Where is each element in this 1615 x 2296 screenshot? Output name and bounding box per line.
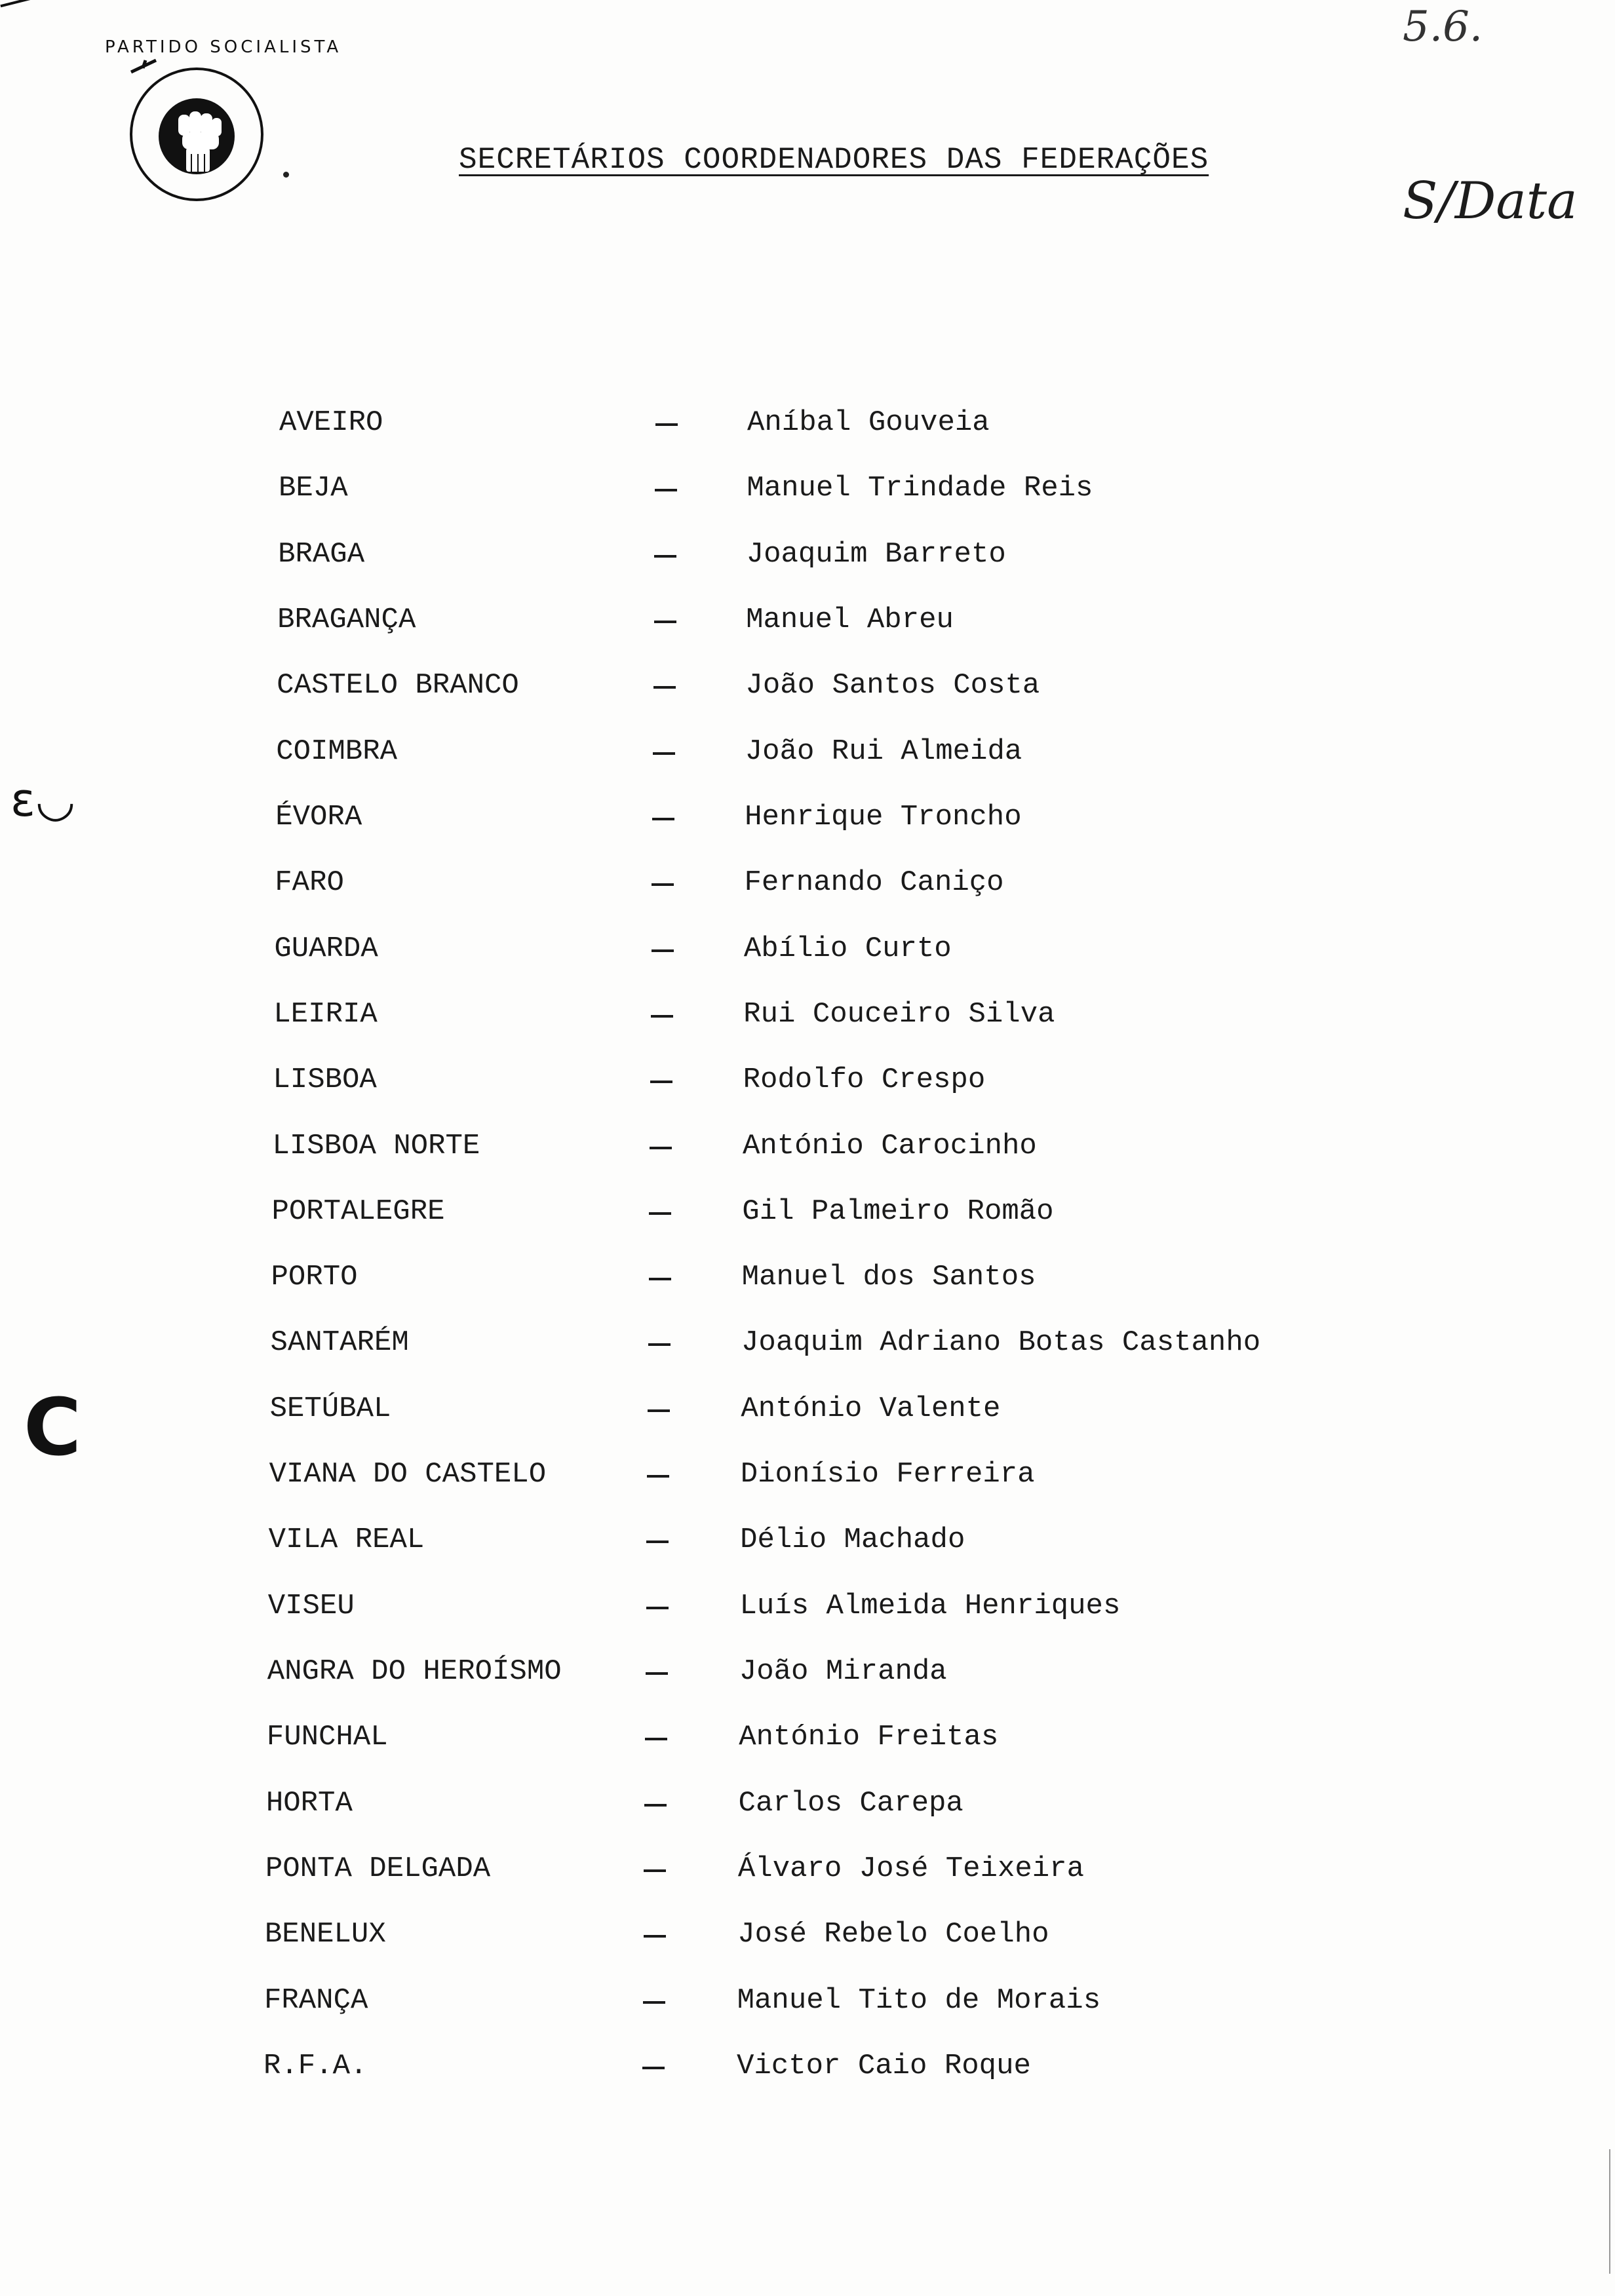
separator-dash bbox=[644, 1869, 666, 1872]
coordinator-name: Fernando Caniço bbox=[744, 866, 1004, 900]
page-edge bbox=[1609, 2149, 1610, 2274]
separator-dash bbox=[652, 818, 674, 820]
federation-district: R.F.A. bbox=[263, 2050, 368, 2082]
federation-district: FUNCHAL bbox=[266, 1721, 388, 1754]
separator-dash bbox=[646, 1672, 668, 1675]
federation-district: BEJA bbox=[279, 472, 348, 505]
federation-district: FARO bbox=[275, 866, 344, 900]
coordinator-name: José Rebelo Coelho bbox=[737, 1918, 1049, 1951]
federation-district: LEIRIA bbox=[273, 997, 378, 1031]
federation-district: COIMBRA bbox=[276, 735, 398, 768]
margin-mark: ɛ◡ bbox=[10, 773, 75, 827]
federation-district: BRAGA bbox=[278, 537, 365, 571]
separator-dash bbox=[652, 883, 674, 886]
coordinator-name: António Freitas bbox=[739, 1721, 999, 1754]
handwritten-page-number: 5.6. bbox=[1403, 3, 1483, 51]
coordinator-name: Victor Caio Roque bbox=[737, 2050, 1031, 2082]
margin-mark: C bbox=[24, 1383, 82, 1474]
coordinator-name: Dionísio Ferreira bbox=[740, 1458, 1035, 1491]
separator-dash bbox=[655, 489, 677, 491]
separator-dash bbox=[653, 686, 676, 689]
federation-district: BENELUX bbox=[264, 1918, 386, 1951]
federation-district: GUARDA bbox=[274, 932, 378, 965]
coordinator-name: António Carocinho bbox=[742, 1129, 1037, 1162]
federation-district: SETÚBAL bbox=[269, 1392, 391, 1425]
coordinator-name: João Santos Costa bbox=[745, 669, 1040, 702]
separator-dash bbox=[650, 1147, 672, 1149]
federation-district: CASTELO BRANCO bbox=[277, 669, 519, 702]
separator-dash bbox=[653, 752, 675, 755]
separator-dash bbox=[655, 423, 678, 426]
coordinator-name: Délio Machado bbox=[740, 1523, 965, 1557]
federation-district: LISBOA bbox=[273, 1063, 377, 1097]
coordinator-name: Manuel Tito de Morais bbox=[737, 1983, 1101, 2017]
coordinator-name: Luís Almeida Henriques bbox=[739, 1589, 1121, 1622]
coordinator-name: João Miranda bbox=[739, 1655, 947, 1689]
federation-district: VILA REAL bbox=[268, 1523, 425, 1557]
coordinator-name: Joaquim Barreto bbox=[746, 537, 1006, 571]
separator-dash bbox=[649, 1278, 671, 1280]
coordinator-name: Álvaro José Teixeira bbox=[737, 1852, 1084, 1886]
federation-district: HORTA bbox=[265, 1786, 353, 1820]
federation-district: PORTO bbox=[271, 1261, 358, 1294]
coordinator-name: Carlos Carepa bbox=[738, 1786, 963, 1820]
federation-district: FRANÇA bbox=[263, 1983, 368, 2017]
separator-dash bbox=[644, 1804, 667, 1807]
handwritten-date-note: S/Data bbox=[1403, 172, 1578, 231]
separator-dash bbox=[648, 1409, 670, 1412]
coordinator-name: João Rui Almeida bbox=[745, 735, 1022, 768]
separator-dash bbox=[646, 1540, 669, 1543]
federation-district: AVEIRO bbox=[279, 406, 383, 439]
coordinator-name: Manuel Trindade Reis bbox=[747, 472, 1093, 505]
coordinator-name: Henrique Troncho bbox=[745, 800, 1022, 833]
separator-dash bbox=[642, 2067, 665, 2069]
federation-district: PONTA DELGADA bbox=[265, 1852, 491, 1886]
federation-district: VIANA DO CASTELO bbox=[269, 1458, 547, 1491]
coordinator-name: Joaquim Adriano Botas Castanho bbox=[741, 1326, 1261, 1360]
federation-district: BRAGANÇA bbox=[277, 603, 416, 636]
separator-dash bbox=[644, 1935, 666, 1938]
coordinator-name: António Valente bbox=[741, 1392, 1001, 1425]
separator-dash bbox=[654, 555, 676, 558]
separator-dash bbox=[654, 621, 676, 623]
page-title: SECRETÁRIOS COORDENADORES DAS FEDERAÇÕES bbox=[459, 143, 1209, 177]
coordinator-name: Manuel Abreu bbox=[746, 603, 954, 636]
coordinator-name: Aníbal Gouveia bbox=[747, 406, 990, 439]
federation-district: ANGRA DO HEROÍSMO bbox=[267, 1655, 562, 1689]
separator-dash bbox=[646, 1607, 669, 1609]
separator-dash bbox=[643, 2001, 665, 2004]
federation-district: VISEU bbox=[267, 1589, 355, 1622]
separator-dash bbox=[648, 1343, 671, 1346]
federation-district: LISBOA NORTE bbox=[272, 1129, 480, 1162]
logo-lettering: PARTIDO SOCIALISTA bbox=[105, 37, 342, 57]
separator-dash bbox=[645, 1738, 667, 1740]
separator-dash bbox=[650, 1081, 672, 1083]
separator-dash bbox=[647, 1475, 669, 1478]
coordinator-name: Abílio Curto bbox=[743, 932, 952, 965]
coordinator-name: Gil Palmeiro Romão bbox=[742, 1195, 1054, 1228]
coordinator-name: Rui Couceiro Silva bbox=[743, 997, 1055, 1031]
separator-dash bbox=[651, 1015, 673, 1018]
federation-district: SANTARÉM bbox=[270, 1326, 409, 1360]
coordinator-name: Manuel dos Santos bbox=[741, 1261, 1036, 1294]
separator-dash bbox=[652, 949, 674, 952]
coordinator-name: Rodolfo Crespo bbox=[743, 1063, 986, 1097]
federation-district: PORTALEGRE bbox=[271, 1195, 445, 1228]
separator-dash bbox=[649, 1212, 671, 1215]
federation-district: ÉVORA bbox=[275, 800, 362, 833]
